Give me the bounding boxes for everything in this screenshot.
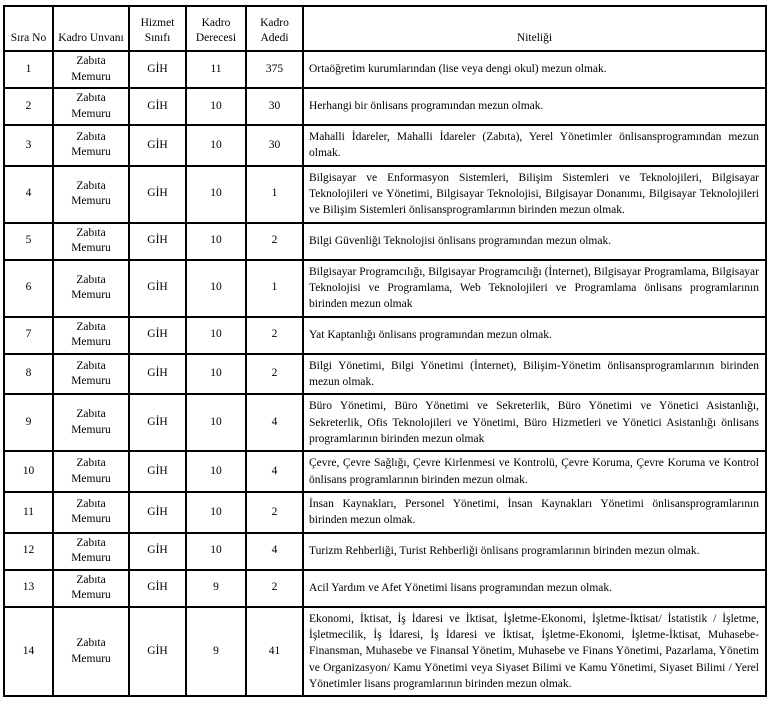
cell-kadro-unvani: Zabıta Memuru <box>53 492 129 533</box>
cell-hizmet-sinifi: GİH <box>129 451 186 492</box>
cell-hizmet-sinifi: GİH <box>129 394 186 451</box>
cell-kadro-unvani: Zabıta Memuru <box>53 451 129 492</box>
cell-kadro-adedi: 2 <box>246 223 303 260</box>
cell-kadro-adedi: 375 <box>246 51 303 88</box>
table-row <box>4 125 766 166</box>
table-row <box>4 492 766 533</box>
cell-kadro-adedi: 30 <box>246 88 303 125</box>
header-row <box>4 6 766 51</box>
cell-hizmet-sinifi: GİH <box>129 88 186 125</box>
cell-kadro-derecesi: 10 <box>186 166 246 223</box>
cell-hizmet-sinifi: GİH <box>129 570 186 607</box>
cell-niteligi: Herhangi bir önlisans programından mezun olmak. <box>303 88 766 125</box>
header-kadro-derecesi: Kadro Derecesi <box>186 6 246 51</box>
cell-hizmet-sinifi: GİH <box>129 607 186 697</box>
cell-sira-no: 2 <box>4 88 53 125</box>
cell-kadro-adedi: 30 <box>246 125 303 166</box>
cell-kadro-adedi: 4 <box>246 394 303 451</box>
table-row <box>4 88 766 125</box>
cell-kadro-derecesi: 11 <box>186 51 246 88</box>
table-row <box>4 451 766 492</box>
cell-niteligi: Acil Yardım ve Afet Yönetimi lisans programından mezun olmak. <box>303 570 766 607</box>
cell-sira-no: 10 <box>4 451 53 492</box>
cell-sira-no: 5 <box>4 223 53 260</box>
cell-hizmet-sinifi: GİH <box>129 51 186 88</box>
table-row <box>4 317 766 354</box>
cell-kadro-derecesi: 10 <box>186 260 246 317</box>
cell-niteligi: Bilgisayar Programcılığı, Bilgisayar Programcılığı (İnternet), Bilgisayar Programlama, Bilgisayar Teknolojisi ve Programlama, Web Teknolojileri ve Programlama önlisans programlarının birinden mezun olmak <box>303 260 766 317</box>
cell-kadro-adedi: 41 <box>246 607 303 697</box>
cell-niteligi: Mahalli İdareler, Mahalli İdareler (Zabıta), Yerel Yönetimler önlisansprogramından mezun olmak. <box>303 125 766 166</box>
cell-sira-no: 3 <box>4 125 53 166</box>
cell-kadro-derecesi: 10 <box>186 317 246 354</box>
cell-kadro-adedi: 2 <box>246 317 303 354</box>
cell-niteligi: Büro Yönetimi, Büro Yönetimi ve Sekreterlik, Büro Yönetimi ve Yönetici Asistanlığı, Sekreterlik, Ofis Teknolojileri ve Yönetimi, Büro Hizmetleri ve Yönetici Asistanlığı önlisans programlarının birinden mezun olmak <box>303 394 766 451</box>
cell-niteligi: Bilgi Güvenliği Teknolojisi önlisans programından mezun olmak. <box>303 223 766 260</box>
header-niteligi: Niteliği <box>303 6 766 51</box>
cell-niteligi: Yat Kaptanlığı önlisans programından mezun olmak. <box>303 317 766 354</box>
cell-kadro-derecesi: 10 <box>186 451 246 492</box>
cell-kadro-adedi: 2 <box>246 492 303 533</box>
cell-kadro-derecesi: 10 <box>186 394 246 451</box>
cell-sira-no: 6 <box>4 260 53 317</box>
cell-hizmet-sinifi: GİH <box>129 317 186 354</box>
cell-sira-no: 7 <box>4 317 53 354</box>
cell-kadro-unvani: Zabıta Memuru <box>53 354 129 395</box>
cell-kadro-unvani: Zabıta Memuru <box>53 51 129 88</box>
cell-niteligi: Ortaöğretim kurumlarından (lise veya dengi okul) mezun olmak. <box>303 51 766 88</box>
cell-kadro-derecesi: 10 <box>186 354 246 395</box>
cell-kadro-unvani: Zabıta Memuru <box>53 317 129 354</box>
cell-niteligi: Bilgisayar ve Enformasyon Sistemleri, Bilişim Sistemleri ve Teknolojileri, Bilgisayar Teknolojileri ve Yönetimi, Bilgisayar Teknolojisi, Bilgisayar Donanımı, Bilgisayar Teknolojileri ve Bilişim Sistemleri önlisansprogramlarının birinden mezun olmak. <box>303 166 766 223</box>
cell-niteligi: İnsan Kaynakları, Personel Yönetimi, İnsan Kaynakları Yönetimi önlisansprogramlarının birinden mezun olmak. <box>303 492 766 533</box>
cell-sira-no: 14 <box>4 607 53 697</box>
cell-kadro-derecesi: 9 <box>186 570 246 607</box>
cell-hizmet-sinifi: GİH <box>129 166 186 223</box>
header-kadro-unvani: Kadro Unvanı <box>53 6 129 51</box>
cell-sira-no: 4 <box>4 166 53 223</box>
cell-kadro-derecesi: 10 <box>186 88 246 125</box>
cell-hizmet-sinifi: GİH <box>129 533 186 570</box>
cell-kadro-derecesi: 10 <box>186 533 246 570</box>
cell-sira-no: 12 <box>4 533 53 570</box>
kadro-table <box>3 5 767 697</box>
cell-hizmet-sinifi: GİH <box>129 125 186 166</box>
header-sira-no: Sıra No <box>4 6 53 51</box>
table-row <box>4 51 766 88</box>
cell-kadro-unvani: Zabıta Memuru <box>53 394 129 451</box>
cell-kadro-unvani: Zabıta Memuru <box>53 166 129 223</box>
cell-sira-no: 1 <box>4 51 53 88</box>
cell-kadro-unvani: Zabıta Memuru <box>53 223 129 260</box>
cell-sira-no: 13 <box>4 570 53 607</box>
cell-kadro-derecesi: 10 <box>186 223 246 260</box>
cell-niteligi: Ekonomi, İktisat, İş İdaresi ve İktisat, İşletme-Ekonomi, İşletme-İktisat/ İstatistik / İşletme, İşletmecilik, İş İdaresi, İş İdaresi ve İktisat, İşletme-Ekonomi, İşletme-İktisat, Muhasebe-Finansman, Muhasebe ve Finansal Yönetim, Muhasebe ve Finans Yönetimi, Pazarlama, Yönetim ve Organizasyon/ Kamu Yönetimi veya Siyaset Bilimi ve Kamu Yönetimi, Siyaset Bilimi / Yerel Yönetimler lisans programlarının birinden mezun olmak. <box>303 607 766 697</box>
cell-sira-no: 11 <box>4 492 53 533</box>
table-row <box>4 607 766 697</box>
header-kadro-adedi: Kadro Adedi <box>246 6 303 51</box>
table-row <box>4 394 766 451</box>
cell-kadro-adedi: 4 <box>246 451 303 492</box>
cell-kadro-unvani: Zabıta Memuru <box>53 533 129 570</box>
cell-sira-no: 8 <box>4 354 53 395</box>
table-row <box>4 260 766 317</box>
table-row <box>4 570 766 607</box>
cell-niteligi: Çevre, Çevre Sağlığı, Çevre Kirlenmesi ve Kontrolü, Çevre Koruma, Çevre Koruma ve Kontrol önlisans programlarının birinden mezun olmak. <box>303 451 766 492</box>
cell-hizmet-sinifi: GİH <box>129 223 186 260</box>
table-row <box>4 533 766 570</box>
cell-kadro-adedi: 1 <box>246 260 303 317</box>
cell-kadro-unvani: Zabıta Memuru <box>53 607 129 697</box>
cell-hizmet-sinifi: GİH <box>129 354 186 395</box>
cell-kadro-unvani: Zabıta Memuru <box>53 88 129 125</box>
table-body <box>4 51 766 696</box>
cell-hizmet-sinifi: GİH <box>129 492 186 533</box>
cell-kadro-derecesi: 9 <box>186 607 246 697</box>
cell-niteligi: Bilgi Yönetimi, Bilgi Yönetimi (İnternet), Bilişim-Yönetim önlisansprogramlarının birinden mezun olmak. <box>303 354 766 395</box>
cell-kadro-unvani: Zabıta Memuru <box>53 260 129 317</box>
cell-kadro-adedi: 1 <box>246 166 303 223</box>
cell-hizmet-sinifi: GİH <box>129 260 186 317</box>
cell-kadro-unvani: Zabıta Memuru <box>53 570 129 607</box>
cell-kadro-unvani: Zabıta Memuru <box>53 125 129 166</box>
cell-sira-no: 9 <box>4 394 53 451</box>
table-row <box>4 166 766 223</box>
cell-kadro-adedi: 2 <box>246 354 303 395</box>
header-hizmet-sinifi: Hizmet Sınıfı <box>129 6 186 51</box>
cell-niteligi: Turizm Rehberliği, Turist Rehberliği önlisans programlarının birinden mezun olmak. <box>303 533 766 570</box>
cell-kadro-derecesi: 10 <box>186 492 246 533</box>
table-row <box>4 354 766 395</box>
cell-kadro-adedi: 4 <box>246 533 303 570</box>
cell-kadro-adedi: 2 <box>246 570 303 607</box>
cell-kadro-derecesi: 10 <box>186 125 246 166</box>
table-row <box>4 223 766 260</box>
